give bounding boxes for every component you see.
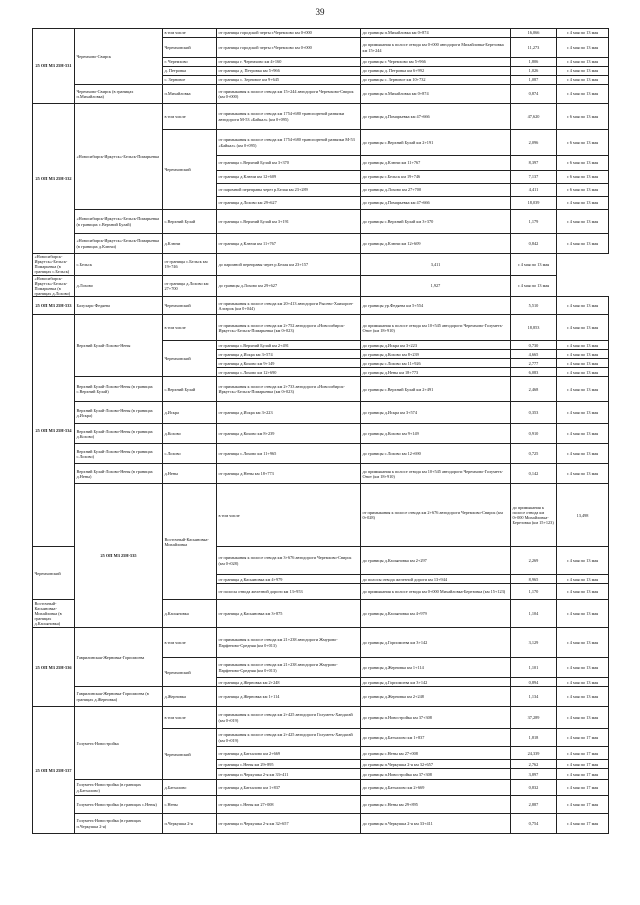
table-row [33, 814, 609, 834]
page-number: 39 [315, 7, 325, 17]
length-cell: 0,730 [511, 341, 557, 350]
restriction-period-cell: с 4 мая по 13 мая [557, 584, 609, 600]
section-start-cell: от границы с.Нены км 29+895 [217, 760, 361, 769]
section-start-cell: от границы с. Зерновое км 9+645 [217, 76, 361, 85]
locality-cell: с.Верхний Булай [163, 210, 217, 234]
restriction-period-cell: с 6 мая по 13 мая [557, 104, 609, 130]
locality-cell: с.Лохово [163, 444, 217, 464]
section-start-cell: от примыкания к полосе отвода км 15+244 автодороги Черемхово-Свирск (км 0+000) [217, 85, 361, 104]
restriction-period-cell: с 4 мая по 13 мая [557, 377, 609, 402]
section-start-cell: от границы п.Черкушка 2-я км 33+411 [217, 769, 361, 780]
length-cell: 1,818 [511, 729, 557, 747]
section-start-cell: от границы д.Лохово км 29+627 [217, 197, 361, 210]
road-code-cell: 25 ОП МЗ 25Н-534 [33, 315, 75, 547]
table-row [33, 297, 609, 315]
length-cell: 0,754 [511, 814, 557, 834]
length-cell: 3,129 [511, 628, 557, 658]
section-start-cell: от примыкания к полосе отвода км 21+238 автодороги Жмурово-Парфеново-Средняя (км 0+013) [217, 658, 361, 678]
restriction-period-cell: с 4 мая по 13 мая [557, 368, 609, 377]
road-name-cell: Голуметь-Новостройка [75, 707, 163, 780]
table-row [33, 234, 609, 254]
section-end-cell: до границы д.Кохово км 8+239 [361, 350, 511, 359]
length-cell: 1,170 [511, 584, 557, 600]
road-restriction-table [32, 28, 609, 834]
length-cell: 4,665 [511, 350, 557, 359]
section-start-cell: от примыкания к полосе отвода км 2+425 автодороги Голуметь-Хандагай (км 0+019) [217, 707, 361, 729]
section-end-cell: до границы д.Касьяновка км 2+297 [361, 547, 511, 575]
locality-cell: д.Жерновка [163, 687, 217, 707]
length-cell: 16,066 [511, 29, 557, 38]
road-name-cell: «Новосибирск-Иркутск»-Бельск-Помарьевка (в границах с.Бельск) [33, 254, 75, 276]
section-end-cell: до примыкания к полосе отвода км 10+545 автодороги Черемхово-Голуметь-Онот (км 18+910) [361, 315, 511, 341]
restriction-period-cell: с 4 мая по 13 мая [557, 315, 609, 341]
locality-cell: с. Зерновое [163, 76, 217, 85]
section-start-cell: от примыкания к полосе отвода км 2+425 автодороги Голуметь-Хандагай (км 0+019) [217, 729, 361, 747]
length-cell: 1,026 [511, 67, 557, 76]
road-name-cell: «Новосибирск-Иркутск»-Бельск-Помарьевка (в границах д.Ключи) [75, 234, 163, 254]
road-name-cell: Верхний Булай-Лохово-Нены (в границах с.Лохово) [75, 444, 163, 464]
locality-cell: с.Верхний Булай [163, 377, 217, 402]
section-end-cell: до границы ур.Федяева км 5+554 [361, 297, 511, 315]
section-start-cell: от границы с.Нены км 27+008 [217, 796, 361, 814]
length-cell: 1,927 [361, 275, 511, 297]
restriction-period-cell: с 6 мая по 13 мая [557, 184, 609, 197]
table-row [33, 628, 609, 658]
length-cell: 11,273 [511, 38, 557, 58]
section-start-cell: от примыкания к полосе отвода км 2+733 автодороги «Новосибирск-Иркутск»-Бельск-Помарьевка (км 0+023) [217, 377, 361, 402]
section-end-cell: до границы с.Верхний Булай км 2+491 [361, 377, 511, 402]
road-name-cell: «Новосибирск-Иркутск»-Бельск-Помарьевка (в границах с.Верхний Булай) [75, 210, 163, 234]
length-cell: 6,083 [511, 368, 557, 377]
length-cell: 2,887 [511, 796, 557, 814]
road-code-cell: 25 ОП МЗ 25Н-531 [33, 29, 75, 104]
restriction-period-cell: с 4 мая по 17 мая [557, 769, 609, 780]
length-cell: 0,894 [511, 678, 557, 687]
locality-cell: д.Лохово [75, 275, 163, 297]
road-name-cell: Балухарь-Федяева [75, 297, 163, 315]
restriction-period-cell: с 6 мая по 13 мая [557, 156, 609, 171]
restriction-period-cell: с 4 мая по 13 мая [557, 197, 609, 210]
length-cell: 3,897 [511, 769, 557, 780]
restriction-period-cell: с 4 мая по 17 мая [557, 729, 609, 747]
length-cell: 0,353 [511, 402, 557, 424]
road-name-cell: Верхний Булай-Лохово-Нены (в границах с.Верхний Булай) [75, 377, 163, 402]
locality-cell: д.Кохово [163, 424, 217, 444]
section-end-cell: до примыкания к полосе отвода км 0+000 Михайловка-Березовка (км 15+123) [361, 584, 511, 600]
road-name-cell: Голуметь-Новостройка (в границах д.Батхалово) [75, 780, 163, 796]
locality-cell: д.Искра [163, 402, 217, 424]
section-start-cell: от границы д.Кохово км 9+149 [217, 359, 361, 368]
restriction-period-cell: с 4 мая по 17 мая [557, 814, 609, 834]
section-start-cell: от границы д. Петровка км 5+966 [217, 67, 361, 76]
locality-cell: г. Черемхово [163, 58, 217, 67]
section-end-cell: до границы д.Касьяновка км 4+979 [361, 600, 511, 628]
section-end-cell: до границы д.Кохово км 9+149 [361, 424, 511, 444]
length-cell: 7,137 [511, 171, 557, 184]
locality-cell: с.Бельск [75, 254, 163, 276]
length-cell: 0,910 [511, 424, 557, 444]
restriction-period-cell: с 4 мая по 13 мая [557, 38, 609, 58]
section-end-cell: до границы д.Лохово км 27+700 [361, 184, 511, 197]
table-row [33, 796, 609, 814]
road-name-cell: Голуметь-Новостройка (в границах с.Нены) [75, 796, 163, 814]
length-cell: 2,096 [511, 130, 557, 156]
table-row [33, 210, 609, 234]
section-end-cell: до границы д.Горпомоева км 3+142 [361, 628, 511, 658]
section-start-cell: от полосы отвода железной дороги км 13+953 [217, 584, 361, 600]
section-start-cell: от примыкания к полосе отвода км 1754+680 транспортной развязки М-53 «Байкал» (км 0+095) [217, 130, 361, 156]
section-end-cell: до границы д.Помарьевка км 47+666 [361, 104, 511, 130]
section-end-cell: до границы с.Лохово км 11+926 [361, 359, 511, 368]
section-start-cell: от паромной переправы через р.Белая км 23+289 [217, 184, 361, 197]
section-start-cell: от границы д.Искра км 3+223 [217, 402, 361, 424]
restriction-period-cell: с 4 мая по 13 мая [557, 85, 609, 104]
locality-cell: в том числе [217, 484, 361, 547]
section-start-cell: от границы г. Черемхово км 4+160 [217, 58, 361, 67]
locality-cell: Черемховский [163, 729, 217, 780]
road-name-cell: «Новосибирск-Иркутск»-Бельск-Помарьевка (в границах д.Лохово) [33, 275, 75, 297]
section-end-cell: до границы с.Верхний Булай км 3+370 [361, 210, 511, 234]
restriction-period-cell: с 4 мая по 13 мая [557, 29, 609, 38]
section-end-cell: до границы д.Батхалово км 1+837 [361, 729, 511, 747]
table-row [33, 687, 609, 707]
section-start-cell: от примыкания к полосе отвода км 1754+680 транспортной развязки автодороги М-53 «Байкал» (км 0+095) [217, 104, 361, 130]
section-start-cell: от границы д.Касьяновка км 4+979 [217, 575, 361, 584]
length-cell: 47,620 [511, 104, 557, 130]
road-name-cell: Восточный-Касьяновка-Михайловка (в границах д.Касьяновка) [33, 600, 75, 628]
section-end-cell: до границы д.Нены км 18+773 [361, 368, 511, 377]
length-cell: 2,468 [511, 377, 557, 402]
road-name-cell: Черемхово-Свирск (в границах п.Михайловка) [75, 85, 163, 104]
section-start-cell: от границы п.Черкушка 2-я км 32+657 [217, 814, 361, 834]
length-cell: 37,289 [511, 707, 557, 729]
road-code-cell: 25 ОП МЗ 25Н-536 [33, 628, 75, 707]
road-name-cell: Верхний Булай-Лохово-Нены (в границах д.Нены) [75, 464, 163, 484]
road-name-cell: Восточный-Касьяновка-Михайловка [163, 484, 217, 600]
section-end-cell: до примыкания к полосе отвода км 10+545 автодороги Черемхово-Голуметь-Онот (км 18+910) [361, 464, 511, 484]
section-start-cell: от примыкания к полосе отвода км 20+413 автодороги Рысево-Хаихорон-Алгарок (км 0+044) [217, 297, 361, 315]
section-end-cell: до границы д.Искра км 3+574 [361, 402, 511, 424]
restriction-period-cell: с 4 мая по 13 мая [557, 687, 609, 707]
table-row [33, 464, 609, 484]
locality-cell: д. Петровка [163, 67, 217, 76]
locality-cell: Черемховский [163, 297, 217, 315]
section-end-cell: до границы с.Бельск км 19+746 [361, 171, 511, 184]
length-cell: 18,853 [511, 315, 557, 341]
length-cell: 24,339 [511, 747, 557, 760]
section-end-cell: до границы д. Петровка км 6+992 [361, 67, 511, 76]
restriction-period-cell: с 4 мая по 13 мая [557, 297, 609, 315]
restriction-period-cell: с 4 мая по 13 мая [557, 67, 609, 76]
locality-cell: Черемховский [163, 130, 217, 210]
section-start-cell: от границы д.Нены км 18+773 [217, 464, 361, 484]
locality-cell: д.Батхалово [163, 780, 217, 796]
length-cell: 0,142 [511, 464, 557, 484]
section-end-cell: до границы д.Батхалово км 2+669 [361, 780, 511, 796]
restriction-period-cell: с 4 мая по 13 мая [557, 210, 609, 234]
locality-cell: в том числе [163, 315, 217, 341]
table-row [33, 444, 609, 464]
section-start-cell: от примыкания к полосе отвода км 2+752 автодороги «Новосибирск-Иркутск»-Бельск-Помарьевка (км 0+023) [217, 315, 361, 341]
restriction-period-cell: с 4 мая по 13 мая [557, 444, 609, 464]
table-row [33, 424, 609, 444]
restriction-period-cell: с 4 мая по 17 мая [557, 780, 609, 796]
restriction-period-cell: с 4 мая по 13 мая [557, 600, 609, 628]
section-start-cell: от примыкания к полосе отвода км 3+676 автодороги Черемхово-Свирск (км 0+028) [217, 547, 361, 575]
road-code-cell: 25 ОП МЗ 25Н-532 [33, 104, 75, 254]
locality-cell: д.Касьяновка [163, 600, 217, 628]
length-cell: 0,725 [511, 444, 557, 464]
length-cell: 2,762 [511, 760, 557, 769]
section-end-cell: до границы д.Ключи км 11+767 [361, 156, 511, 171]
section-end-cell: до границы п.Михайловка км 0+874 [361, 29, 511, 38]
restriction-period-cell: с 6 мая по 13 мая [557, 171, 609, 184]
locality-cell: Черемховский [33, 547, 75, 600]
restriction-period-cell: с 4 мая по 13 мая [557, 547, 609, 575]
road-name-cell: Гаврилинская-Жерновка-Горпомоева [75, 628, 163, 687]
section-end-cell: до полосы отвода железной дороги км 13+944 [361, 575, 511, 584]
road-code-cell: 25 ОП МЗ 25Н-537 [33, 707, 75, 834]
section-end-cell: до границы п.Черкушка 2-я км 33+411 [361, 814, 511, 834]
restriction-period-cell: с 4 мая по 13 мая [557, 464, 609, 484]
length-cell: 8,397 [511, 156, 557, 171]
section-start-cell: от границы д.Ключи км 11+767 [217, 234, 361, 254]
road-code-cell: 25 ОП МЗ 25Н-533 [33, 297, 75, 315]
length-cell: 0,832 [511, 780, 557, 796]
locality-cell: Черемховский [163, 341, 217, 377]
road-code-cell: 25 ОП МЗ 25Н-535 [75, 484, 163, 628]
table-row [33, 29, 609, 38]
section-end-cell: до границы д.Жерновка км 2+248 [361, 687, 511, 707]
restriction-period-cell: с 4 мая по 13 мая [557, 678, 609, 687]
road-name-cell: Голуметь-Новостройка (в границах п.Черкушка 2-я) [75, 814, 163, 834]
length-cell: 3,411 [361, 254, 511, 276]
section-start-cell: от границы д.Искра км 3+574 [217, 350, 361, 359]
section-end-cell: до границы г. Черемхово км 5+966 [361, 58, 511, 67]
table-row [33, 254, 609, 276]
section-end-cell: до границы п.Черкушка 2-я км 32+657 [361, 760, 511, 769]
section-start-cell: от примыкания к полосе отвода км 2+676 автодороги Черемхово-Свирск (км 0+028) [361, 484, 511, 547]
table-row [33, 275, 609, 297]
table-row [33, 402, 609, 424]
section-start-cell: от границы с.Лохово км 12+690 [217, 368, 361, 377]
restriction-period-cell: с 4 мая по 13 мая [557, 402, 609, 424]
restriction-period-cell: с 4 мая по 17 мая [557, 796, 609, 814]
section-start-cell: от границы с.Верхний Булай км 2+491 [217, 341, 361, 350]
road-name-cell: Верхний Булай-Лохово-Нены [75, 315, 163, 377]
section-start-cell: от границы с.Верхний Булай км 3+370 [217, 156, 361, 171]
length-cell: 18,039 [511, 197, 557, 210]
length-cell: 2,269 [511, 547, 557, 575]
section-start-cell: от границы городской черты г.Черемхово км 0+000 [217, 38, 361, 58]
section-end-cell: до границы д.Искра км 3+223 [361, 341, 511, 350]
road-name-cell: «Новосибирск-Иркутск»-Бельск-Помарьевка [75, 104, 163, 210]
road-name-cell: Гаврилинская-Жерновка-Горпомоева (в границах д.Жерновка) [75, 687, 163, 707]
length-cell: 1,104 [511, 600, 557, 628]
section-end-cell: до границы д.Помарьевка км 47+666 [361, 197, 511, 210]
section-end-cell: до границы с.Лохово км 12+690 [361, 444, 511, 464]
restriction-period-cell: с 4 мая по 13 мая [511, 275, 557, 297]
section-end-cell: до паромной переправы через р.Белая км 23+157 [217, 254, 361, 276]
locality-cell: п.Черкушка 2-я [163, 814, 217, 834]
locality-cell: в том числе [163, 104, 217, 130]
restriction-period-cell: с 4 мая по 13 мая [557, 341, 609, 350]
road-name-cell: Черемхово-Свирск [75, 29, 163, 85]
section-start-cell: от границы с.Верхний Булай км 3+191 [217, 210, 361, 234]
locality-cell: в том числе [163, 628, 217, 658]
length-cell: 1,806 [511, 58, 557, 67]
table-row [33, 484, 609, 547]
road-name-cell: Верхний Булай-Лохово-Нены (в границах д.Кохово) [75, 424, 163, 444]
length-cell: 1,087 [511, 76, 557, 85]
locality-cell: Черемховский [163, 38, 217, 58]
section-end-cell: до примыкания к полосе отвода км 0+000 Михайловка-Березовка (км 15+123) [511, 484, 557, 547]
restriction-period-cell: с 4 мая по 13 мая [557, 707, 609, 729]
length-cell: 1,179 [511, 210, 557, 234]
restriction-period-cell: с 4 мая по 13 мая [557, 424, 609, 444]
section-end-cell: до границы с.Нены км 29+895 [361, 796, 511, 814]
section-end-cell: до примыкания к полосе отвода км 0+000 автодороги Михайловка-Березовка км 15+244 [361, 38, 511, 58]
section-end-cell: до границы д.Горпомоева км 3+142 [361, 678, 511, 687]
length-cell: 0,842 [511, 234, 557, 254]
section-start-cell: от границы д.Ключи км 12+609 [217, 171, 361, 184]
section-start-cell: от примыкания к полосе отвода км 21+238 автодороги Жмурово-Парфеново-Средняя (км 0+013) [217, 628, 361, 658]
restriction-period-cell: с 4 мая по 13 мая [511, 254, 557, 276]
section-start-cell: от границы д.Жерновка км 2+248 [217, 678, 361, 687]
restriction-period-cell: с 4 мая по 13 мая [557, 76, 609, 85]
restriction-period-cell: с 4 мая по 17 мая [557, 760, 609, 769]
length-cell: 2,777 [511, 359, 557, 368]
section-start-cell: от границы д.Батхалово км 1+837 [217, 780, 361, 796]
locality-cell: п.Михайловка [163, 85, 217, 104]
restriction-period-cell: с 4 мая по 13 мая [557, 575, 609, 584]
section-start-cell: от границы с.Лохово км 11+965 [217, 444, 361, 464]
section-start-cell: от границы д.Касьяновка км 3+875 [217, 600, 361, 628]
section-end-cell: до границы д.Жерновка км 1+114 [361, 658, 511, 678]
section-start-cell: от границы д.Кохово км 8+239 [217, 424, 361, 444]
section-start-cell: от границы д.Жерновка км 1+114 [217, 687, 361, 707]
restriction-period-cell: с 4 мая по 13 мая [557, 350, 609, 359]
locality-cell: с.Нены [163, 796, 217, 814]
locality-cell: д.Нены [163, 464, 217, 484]
table-row [33, 377, 609, 402]
length-cell: 1,134 [511, 687, 557, 707]
locality-cell: д.Ключи [163, 234, 217, 254]
section-end-cell: до границы с.Нены км 27+008 [361, 747, 511, 760]
section-end-cell: до границы п.Новостройка км 37+308 [361, 769, 511, 780]
section-end-cell: до границы п.Новостройка км 37+308 [361, 707, 511, 729]
section-start-cell: от границы д.Батхалово км 2+669 [217, 747, 361, 760]
table-row [33, 780, 609, 796]
restriction-period-cell: с 4 мая по 13 мая [557, 58, 609, 67]
restriction-period-cell: с 4 мая по 13 мая [557, 234, 609, 254]
road-name-cell: Верхний Булай-Лохово-Нены (в границах д.Искра) [75, 402, 163, 424]
table-row [33, 315, 609, 341]
restriction-period-cell: с 4 мая по 13 мая [557, 359, 609, 368]
section-end-cell: до границы с.Верхний Булай км 2+191 [361, 130, 511, 156]
section-end-cell: до границы д.Лохово км 29+627 [217, 275, 361, 297]
restriction-period-cell: с 4 мая по 17 мая [557, 747, 609, 760]
restriction-period-cell: с 4 мая по 13 мая [557, 628, 609, 658]
table-row [33, 104, 609, 130]
section-start-cell: от границы д.Лохово км 27+700 [163, 275, 217, 297]
table-row [33, 85, 609, 104]
locality-cell: в том числе [163, 707, 217, 729]
locality-cell: Черемховский [163, 658, 217, 687]
length-cell: 4,411 [511, 184, 557, 197]
locality-cell: в том числе [163, 29, 217, 38]
section-start-cell: от границы с.Бельск км 19+746 [163, 254, 217, 276]
restriction-period-cell: с 4 мая по 13 мая [557, 658, 609, 678]
length-cell: 5,510 [511, 297, 557, 315]
section-start-cell: от границы городской черты г.Черемхово км 0+000 [217, 29, 361, 38]
length-cell: 1,101 [511, 658, 557, 678]
section-end-cell: до границы с. Зерновое км 10+732 [361, 76, 511, 85]
length-cell: 8,965 [511, 575, 557, 584]
section-end-cell: до границы д.Ключи км 12+609 [361, 234, 511, 254]
table-row [33, 707, 609, 729]
section-end-cell: до границы п.Михайловка км 0+874 [361, 85, 511, 104]
length-cell: 0,874 [511, 85, 557, 104]
restriction-period-cell: с 6 мая по 13 мая [557, 130, 609, 156]
length-cell: 13,498 [557, 484, 609, 547]
